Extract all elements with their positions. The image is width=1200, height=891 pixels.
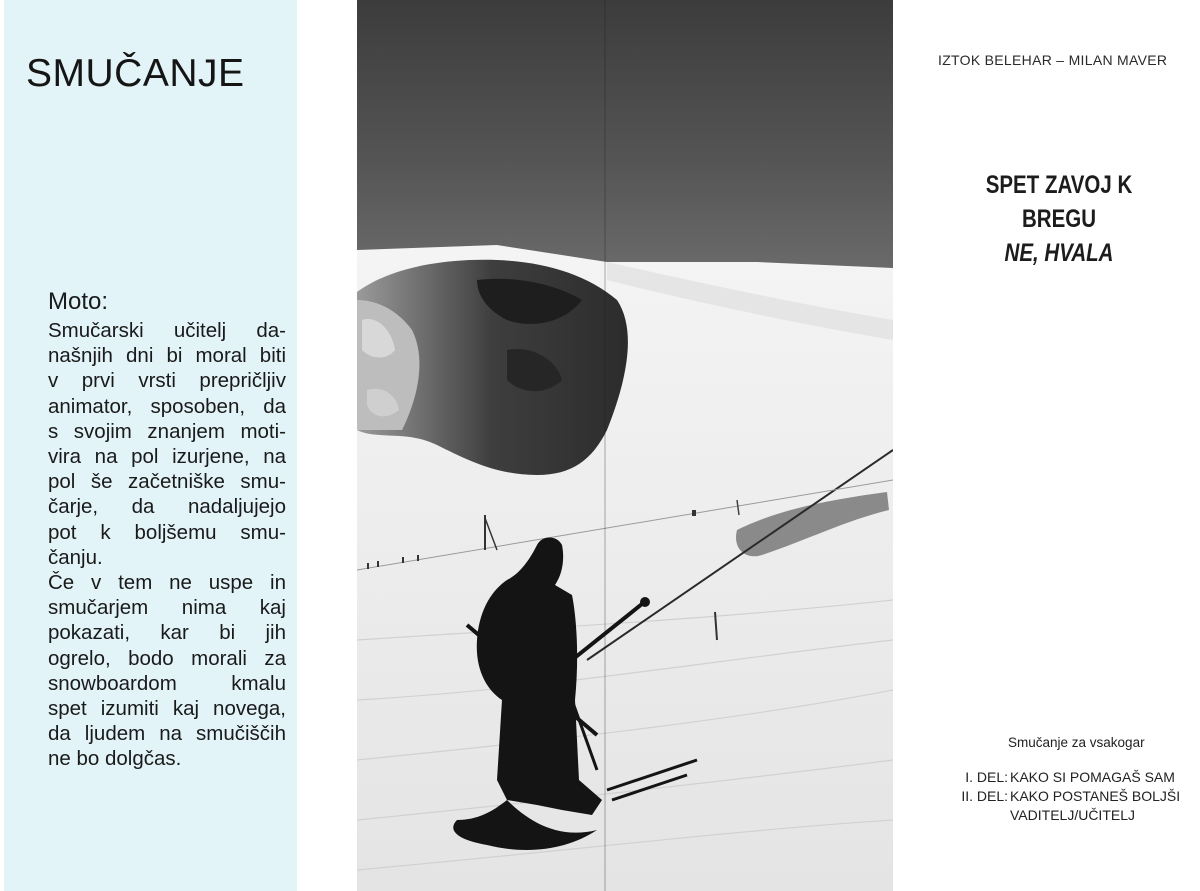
moto-text	[48, 318, 286, 772]
part-title: KAKO POSTANEŠ BOLJŠI	[1010, 788, 1181, 804]
moto-line: pokazati, kar bi jih	[48, 621, 286, 645]
part-number: II. DEL:	[961, 788, 1008, 804]
book-title	[953, 168, 1165, 270]
authors: IZTOK BELEHAR – MILAN MAVER	[938, 52, 1168, 68]
moto-line: snowboardom kmalu	[48, 671, 286, 695]
moto-line: ogrelo, bodo morali za	[48, 646, 286, 670]
moto-line: s svojim znanjem moti-	[48, 419, 286, 443]
moto-line: Če v tem ne uspe in	[48, 571, 286, 595]
moto-heading: Moto:	[48, 288, 109, 315]
part-title: KAKO SI POMAGAŠ SAM	[1010, 769, 1175, 785]
moto-line: pol še začetniške smu-	[48, 470, 286, 494]
moto-line: vira na pol izurjene, na	[48, 445, 286, 469]
part-title: VADITELJ/UČITELJ	[1010, 807, 1135, 823]
part-row	[940, 787, 1180, 806]
moto-line: Smučarski učitelj da-	[48, 319, 286, 342]
series-name: Smučanje za vsakogar	[1008, 735, 1145, 750]
moto-line: čarje, da nadaljujejo	[48, 495, 286, 519]
sky	[357, 0, 893, 270]
moto-line: animator, sposoben, da	[48, 394, 286, 418]
moto-line: pot k boljšemu smu-	[48, 520, 286, 544]
title-line-2: NE, HVALA	[1004, 239, 1114, 267]
moto-line: v prvi vrsti prepričljiv	[48, 369, 286, 393]
moto-line: čanju.	[48, 545, 103, 569]
title-line-1: SPET ZAVOJ K BREGU	[985, 171, 1133, 233]
moto-line: ne bo dolgčas.	[48, 747, 182, 771]
part-number: I. DEL:	[965, 769, 1008, 785]
moto-line: da ljudem na smučiščih	[48, 722, 286, 746]
cover-title: SMUČANJE	[26, 52, 245, 95]
moto-line: našnjih dni bi moral biti	[48, 344, 286, 368]
part-row	[940, 806, 1180, 825]
left-cover-panel	[4, 0, 297, 891]
photo-illustration	[357, 0, 893, 891]
part-number	[940, 806, 1008, 825]
part-row	[940, 768, 1180, 787]
parts-list	[940, 768, 1180, 825]
skier-on-tow-lift-photo	[357, 0, 893, 891]
moto-line: spet izumiti kaj novega,	[48, 697, 286, 721]
moto-line: smučarjem nima kaj	[48, 596, 286, 620]
